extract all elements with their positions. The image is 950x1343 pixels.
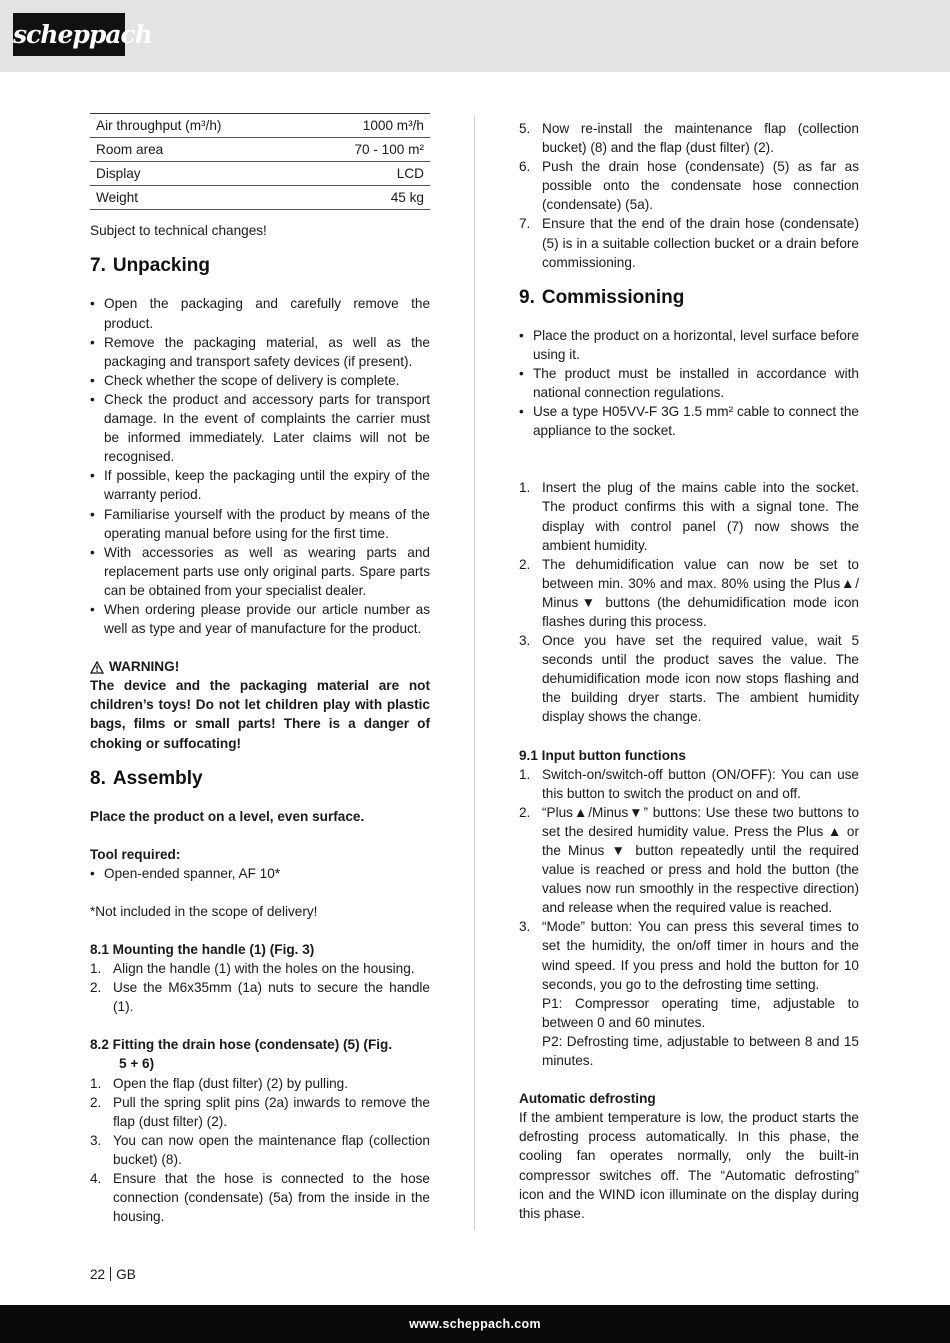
table-row	[90, 138, 430, 162]
table-row	[90, 186, 430, 210]
table-cell-label: Room area	[90, 138, 303, 162]
list-item: 3. Once you have set the required value, wait 5 seconds until the product saves the value. The dehumidification mode icon now stops flashing and the building dryer starts. The ambient humidity display shows the change.	[519, 633, 859, 725]
list-item: 1. Open the flap (dust filter) (2) by pulling.	[90, 1075, 348, 1091]
table-cell-value: 45 kg	[303, 186, 430, 210]
list-item: • Remove the packaging material, as well as the packaging and transport safety devices (if present).	[90, 333, 430, 371]
table-row	[90, 114, 430, 138]
technical-data-table	[90, 113, 430, 210]
column-divider	[474, 116, 475, 1230]
list-item: 2. Use the M6x35mm (1a) nuts to secure the handle (1).	[90, 980, 430, 1015]
list-item: • With accessories as well as wearing parts and replacement parts use only original parts. Spare parts can be obtained from your specialist dealer.	[90, 543, 430, 600]
list-item: • Check the product and accessory parts for transport damage. In the event of complaints the carrier must be informed immediately. Later claims will not be recognised.	[90, 390, 430, 466]
auto-defrost-text: If the ambient temperature is low, the product starts the defrosting process automatically. In this phase, the cooling fan operates normally, only the built-in compressor switches off. The “Automatic defrosting” icon and the WIND icon illuminate on the display during this phase.	[519, 1110, 859, 1221]
table-cell-label: Weight	[90, 186, 303, 210]
list-item: • Familiarise yourself with the product by means of the operating manual before using for the first time.	[90, 505, 430, 543]
tool-list	[90, 864, 430, 883]
tech-note: Subject to technical changes!	[90, 223, 267, 239]
right-column	[519, 119, 859, 1223]
list-item: 2. “Plus▲/Minus▼” buttons: Use these two buttons to set the desired humidity value. Press the Plus ▲ or the Minus ▼ button repeatedly until the required value is reached or press and hold the button (the values now run smoothly in the respective direction) and release when the required value is reached.	[519, 804, 859, 916]
list-item: 4. Ensure that the hose is connected to the hose connection (condensate) (5a) from the inside in the housing.	[90, 1171, 430, 1225]
table-cell-value: 1000 m³/h	[303, 114, 430, 138]
list-item: • When ordering please provide our article number as well as type and year of manufacture for the product.	[90, 600, 430, 638]
subsection-heading-8-2: 8.2 Fitting the drain hose (condensate) (5) (Fig. 5 + 6)	[90, 1037, 393, 1072]
header-bar	[0, 0, 950, 72]
table-cell-value: 70 - 100 m²	[303, 138, 430, 162]
subsection-heading-9-1: 9.1 Input button functions	[519, 747, 686, 763]
brand-logo: scheppach	[13, 13, 125, 56]
drain-hose-steps	[90, 1074, 430, 1227]
left-column	[90, 113, 430, 1226]
tool-heading: Tool required:	[90, 846, 181, 862]
list-item: • Check whether the scope of delivery is complete.	[90, 371, 430, 390]
list-item: • Place the product on a horizontal, level surface before using it.	[519, 326, 859, 364]
footer-bar	[0, 1305, 950, 1343]
subsection-heading-auto-defrost: Automatic defrosting	[519, 1091, 656, 1107]
list-item: • If possible, keep the packaging until the expiry of the warranty period.	[90, 466, 430, 504]
list-item: 2. Pull the spring split pins (2a) inwards to remove the flap (dust filter) (2).	[90, 1094, 430, 1129]
list-item: • The product must be installed in accordance with national connection regulations.	[519, 364, 859, 402]
list-item: 5. Now re-install the maintenance flap (collection bucket) (8) and the flap (dust filter) (2).	[519, 121, 859, 156]
section-heading-unpacking: 7. Unpacking	[90, 255, 210, 277]
warning-heading: WARNING!	[90, 657, 430, 676]
section-heading-commissioning: 9. Commissioning	[519, 286, 685, 308]
page-number-separator	[110, 1267, 111, 1281]
tool-note: *Not included in the scope of delivery!	[90, 903, 318, 919]
table-cell-label: Display	[90, 162, 303, 186]
list-item: 3. You can now open the maintenance flap (collection bucket) (8).	[90, 1132, 430, 1167]
drain-hose-steps-continued	[519, 119, 859, 272]
assembly-intro: Place the product on a level, even surface.	[90, 808, 365, 824]
list-item: 3. “Mode” button: You can press this several times to set the humidity, the on/off timer in hours and the wind speed. If you press and hold the button for 10 seconds, you go to the defrosting time setting. P1: Compressor operating time, adjustable to between 0 and 60 minutes. P2: Defrosting time, adjustable to between 8 and 15 minutes.	[519, 919, 859, 1069]
list-item: • Open-ended spanner, AF 10*	[90, 864, 430, 883]
list-item: 7. Ensure that the end of the drain hose (condensate) (5) is in a suitable collection bucket or a drain before commissioning.	[519, 216, 859, 270]
list-item: 1. Insert the plug of the mains cable into the socket. The product confirms this with a signal tone. The display with control panel (7) now shows the ambient humidity.	[519, 480, 859, 553]
unpacking-list	[90, 294, 430, 638]
warning-text: The device and the packaging material are not children’s toys! Do not let children play with plastic bags, films or small parts! There is a danger of choking or suffocating!	[90, 678, 430, 751]
commissioning-bullets	[519, 326, 859, 441]
list-item: 1. Switch-on/switch-off button (ON/OFF): You can use this button to switch the product on and off.	[519, 766, 859, 801]
list-item: • Use a type H05VV-F 3G 1.5 mm² cable to connect the appliance to the socket.	[519, 402, 859, 440]
mounting-handle-steps	[90, 959, 430, 1016]
list-item: 6. Push the drain hose (condensate) (5) as far as possible onto the condensate hose connection (condensate) (5a).	[519, 159, 859, 213]
list-item: 2. The dehumidification value can now be set to between min. 30% and max. 80% using the Plus▲/ Minus▼ buttons (the dehumidification mode icon flashes during this process.	[519, 556, 859, 629]
input-button-functions	[519, 765, 859, 1071]
table-cell-label: Air throughput (m³/h)	[90, 114, 303, 138]
subsection-heading-8-1: 8.1 Mounting the handle (1) (Fig. 3)	[90, 942, 315, 957]
warning-triangle-icon	[90, 660, 104, 673]
page-number: 22 GB	[90, 1267, 136, 1282]
table-row	[90, 162, 430, 186]
list-item: • Open the packaging and carefully remove the product.	[90, 294, 430, 332]
section-heading-assembly: 8. Assembly	[90, 767, 203, 789]
table-cell-value: LCD	[303, 162, 430, 186]
list-item: 1. Align the handle (1) with the holes on the housing.	[90, 961, 415, 977]
commissioning-steps	[519, 478, 859, 726]
footer-url[interactable]: www.scheppach.com	[409, 1317, 541, 1331]
